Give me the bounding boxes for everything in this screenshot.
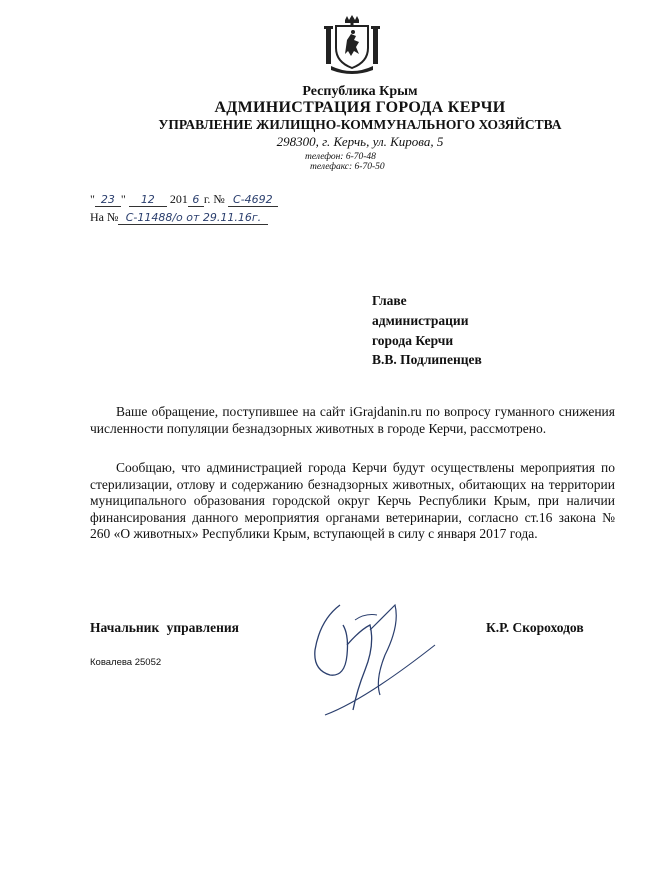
- body-paragraph-1: Ваше обращение, поступившее на сайт iGrajdanin.ru по вопросу гуманного снижения численности популяции безнадзорных животных в городе Керчи, рассмотрено.: [90, 404, 615, 436]
- coat-of-arms-icon: [323, 14, 381, 74]
- handwritten-signature: [285, 585, 445, 730]
- executor-note: Ковалева 25052: [90, 657, 162, 668]
- reg-day: 23: [95, 193, 121, 207]
- reg-year-digit: 6: [188, 193, 204, 207]
- addressee-line-4: В.В. Подлипенцев: [372, 352, 482, 367]
- addressee-line-1: Главе: [372, 293, 407, 308]
- addressee-line-2: администрации: [372, 313, 469, 328]
- body-paragraph-2: Сообщаю, что администрацией города Керчи будут осуществлены мероприятия по стерилизации, отлову и содержанию безнадзорных животных, обитающих на территории муниципального образования городской округ Керчь Республики Крым, при наличии финансирования данного мероприятия органами ветеринарии, согласно ст.16 закона № 260 «О животных» Республики Крым, вступающей в силу с января 2017 года.: [90, 460, 615, 541]
- signatory-name: К.Р. Скороходов: [486, 620, 584, 635]
- reg-number-label: г. №: [203, 192, 225, 206]
- reg-year-prefix: 201: [169, 192, 188, 206]
- addressee-line-3: города Керчи: [372, 333, 454, 348]
- header-administration: АДМИНИСТРАЦИЯ ГОРОДА КЕРЧИ: [214, 99, 506, 116]
- reg-month: 12: [129, 193, 167, 207]
- header-address: 298300, г. Керчь, ул. Кирова, 5: [276, 134, 444, 149]
- reply-reference: С-11488/о от 29.11.16г.: [118, 211, 268, 225]
- reply-reference-line: [90, 210, 268, 225]
- header-fax: телефакс: 6-70-50: [310, 162, 385, 172]
- registration-line: " 23 " 12 201 6 г. № С-4692: [90, 192, 278, 207]
- header-republic: Республика Крым: [302, 84, 418, 99]
- signatory-title: Начальник управления: [90, 620, 239, 635]
- reg-number: С-4692: [228, 193, 278, 207]
- header-phone: телефон: 6-70-48: [305, 152, 376, 162]
- reply-label: На №: [90, 210, 119, 224]
- header-department: УПРАВЛЕНИЕ ЖИЛИЩНО-КОММУНАЛЬНОГО ХОЗЯЙСТВА: [158, 117, 562, 132]
